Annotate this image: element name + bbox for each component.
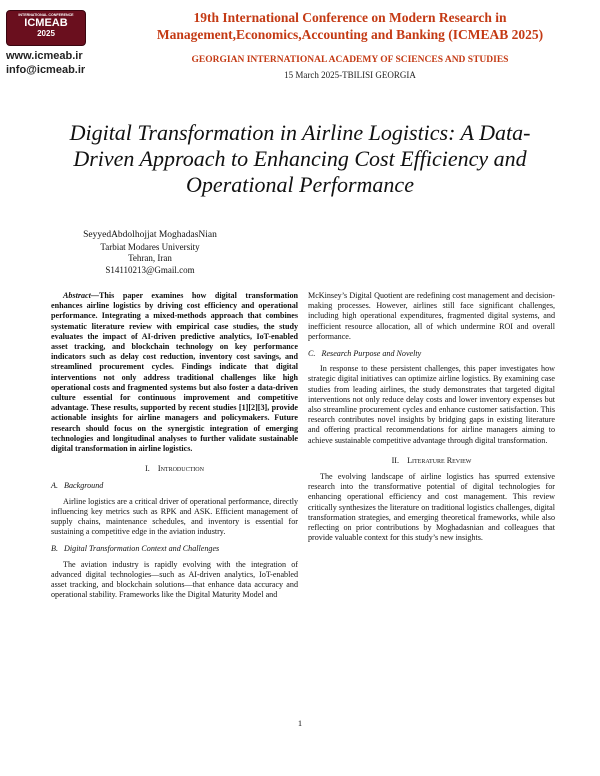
section-number: II.: [391, 455, 399, 465]
logo-acronym: ICMEAB: [24, 17, 68, 29]
logo-year: 2025: [37, 29, 55, 38]
subsection-heading-context: [51, 544, 298, 554]
author-location: Tehran, Iran: [128, 253, 172, 263]
subsection-title: Research Purpose and Novelty: [321, 349, 422, 359]
subsection-title: Digital Transformation Context and Challenges: [64, 544, 220, 554]
author-affiliation: Tarbiat Modares University: [100, 241, 200, 252]
literature-paragraph: The evolving landscape of airline logistics has spurred extensive research into the transformative potential of digital technologies for enhancing operational efficiency and cost management. This review critically synthesizes the literature on traditional logistics challenges, digital transformation strategies, and emerging theoretical frameworks, while also reflecting on prior contributions by Moghadasnian and colleagues that provide valuable context for this study’s new insights.: [308, 472, 555, 543]
conference-header: [0, 0, 600, 86]
conference-logo: [6, 10, 86, 46]
author-name: SeyyedAbdolhojjat MoghadasNian: [83, 230, 217, 240]
subsection-heading-purpose: [308, 349, 555, 359]
section-heading-literature: [308, 456, 555, 466]
purpose-paragraph: In response to these persistent challenges, this paper investigates how strategic digital initiatives can optimize airline logistics. By examining case studies from leading airlines, the study demonstrates that targeted digital interventions not only reduce delay costs and lower inventory expenses but also streamline procurement cycles and enhance customer satisfaction. This research contributes novel insights by bridging gaps in existing literature and offering practical recommendations for airline managers aiming to achieve sustainable competitive advantage through digital transformation.: [308, 364, 555, 445]
subsection-label: A.: [51, 481, 58, 491]
logo-caption: INTERNATIONAL CONFERENCE: [18, 13, 74, 17]
conference-date-place: 15 March 2025-TBILISI GEORGIA: [284, 70, 416, 80]
website-text: www.icmeab.ir: [6, 50, 83, 62]
section-title: Introduction: [157, 464, 204, 474]
left-column: [51, 291, 298, 600]
page-number: 1: [297, 718, 303, 728]
email-text: info@icmeab.ir: [6, 64, 86, 76]
conference-title: [110, 9, 590, 43]
abstract-label: Abstract—: [63, 291, 99, 300]
author-block: [0, 230, 300, 276]
section-number: I.: [145, 464, 150, 474]
subsection-title: Background: [64, 481, 104, 491]
right-column: [308, 291, 555, 543]
subsection-label: B.: [51, 544, 58, 554]
academy-name: GEORGIAN INTERNATIONAL ACADEMY OF SCIENCES AND STUDIES: [191, 55, 509, 65]
paper-title: Digital Transformation in Airline Logistics: A Data-Driven Approach to Enhancing Cost Efficiency and Operational Performance: [69, 120, 531, 197]
context-paragraph: The aviation industry is rapidly evolving with the integration of advanced digital technologies—such as AI-driven analytics, IoT-enabled asset tracking, and blockchain solutions—that enhance data accuracy and operational stability. Frameworks like the Digital Maturity Model and: [51, 559, 298, 600]
subsection-heading-background: [51, 481, 298, 491]
section-title: Literature Review: [407, 455, 472, 465]
subsection-label: C.: [308, 349, 316, 359]
abstract: [51, 291, 298, 454]
conference-title-line2: Management,Economics,Accounting and Banking (ICMEAB 2025): [156, 27, 544, 42]
section-heading-introduction: [51, 464, 298, 474]
abstract-text: This paper examines how digital transformation enhances airline logistics by driving cost efficiency and operational performance. Integrating a mixed-methods approach that combines systematic literature review with empirical case studies, the study evaluates the impact of AI-driven predictive analytics, IoT-enabled asset tracking, and blockchain technology on key performance indicators such as delay cost reduction, inventory cost savings, and streamlined procurement cycles. Findings indicate that digital interventions not only address traditional challenges like high operational costs and fragmented systems but also foster a data-driven culture essential for continuous improvement and competitive advantage. These results, supported by recent studies [1][2][3], provide actionable insights for airline managers and policymakers. Future research should focus on the synergistic integration of emerging technologies and longitudinal analyses to further validate sustainable digital transformation in airline logistics.: [51, 291, 298, 454]
author-email: S14110213@Gmail.com: [105, 264, 195, 275]
conference-title-line1: 19th International Conference on Modern Research in: [193, 10, 507, 25]
background-paragraph: Airline logistics are a critical driver of operational performance, directly influencing key metrics such as RPK and ASK. Efficient management of supply chains, maintenance schedules, and inventory is essential for sustaining a competitive edge in the aviation industry.: [51, 496, 298, 537]
context-paragraph-continued: McKinsey’s Digital Quotient are redefining cost management and decision-making processes. However, airlines still face significant challenges, including high operational expenditures, fragmented digital systems, and inefficient resource allocation, all of which undermine ROI and overall performance.: [308, 291, 555, 341]
